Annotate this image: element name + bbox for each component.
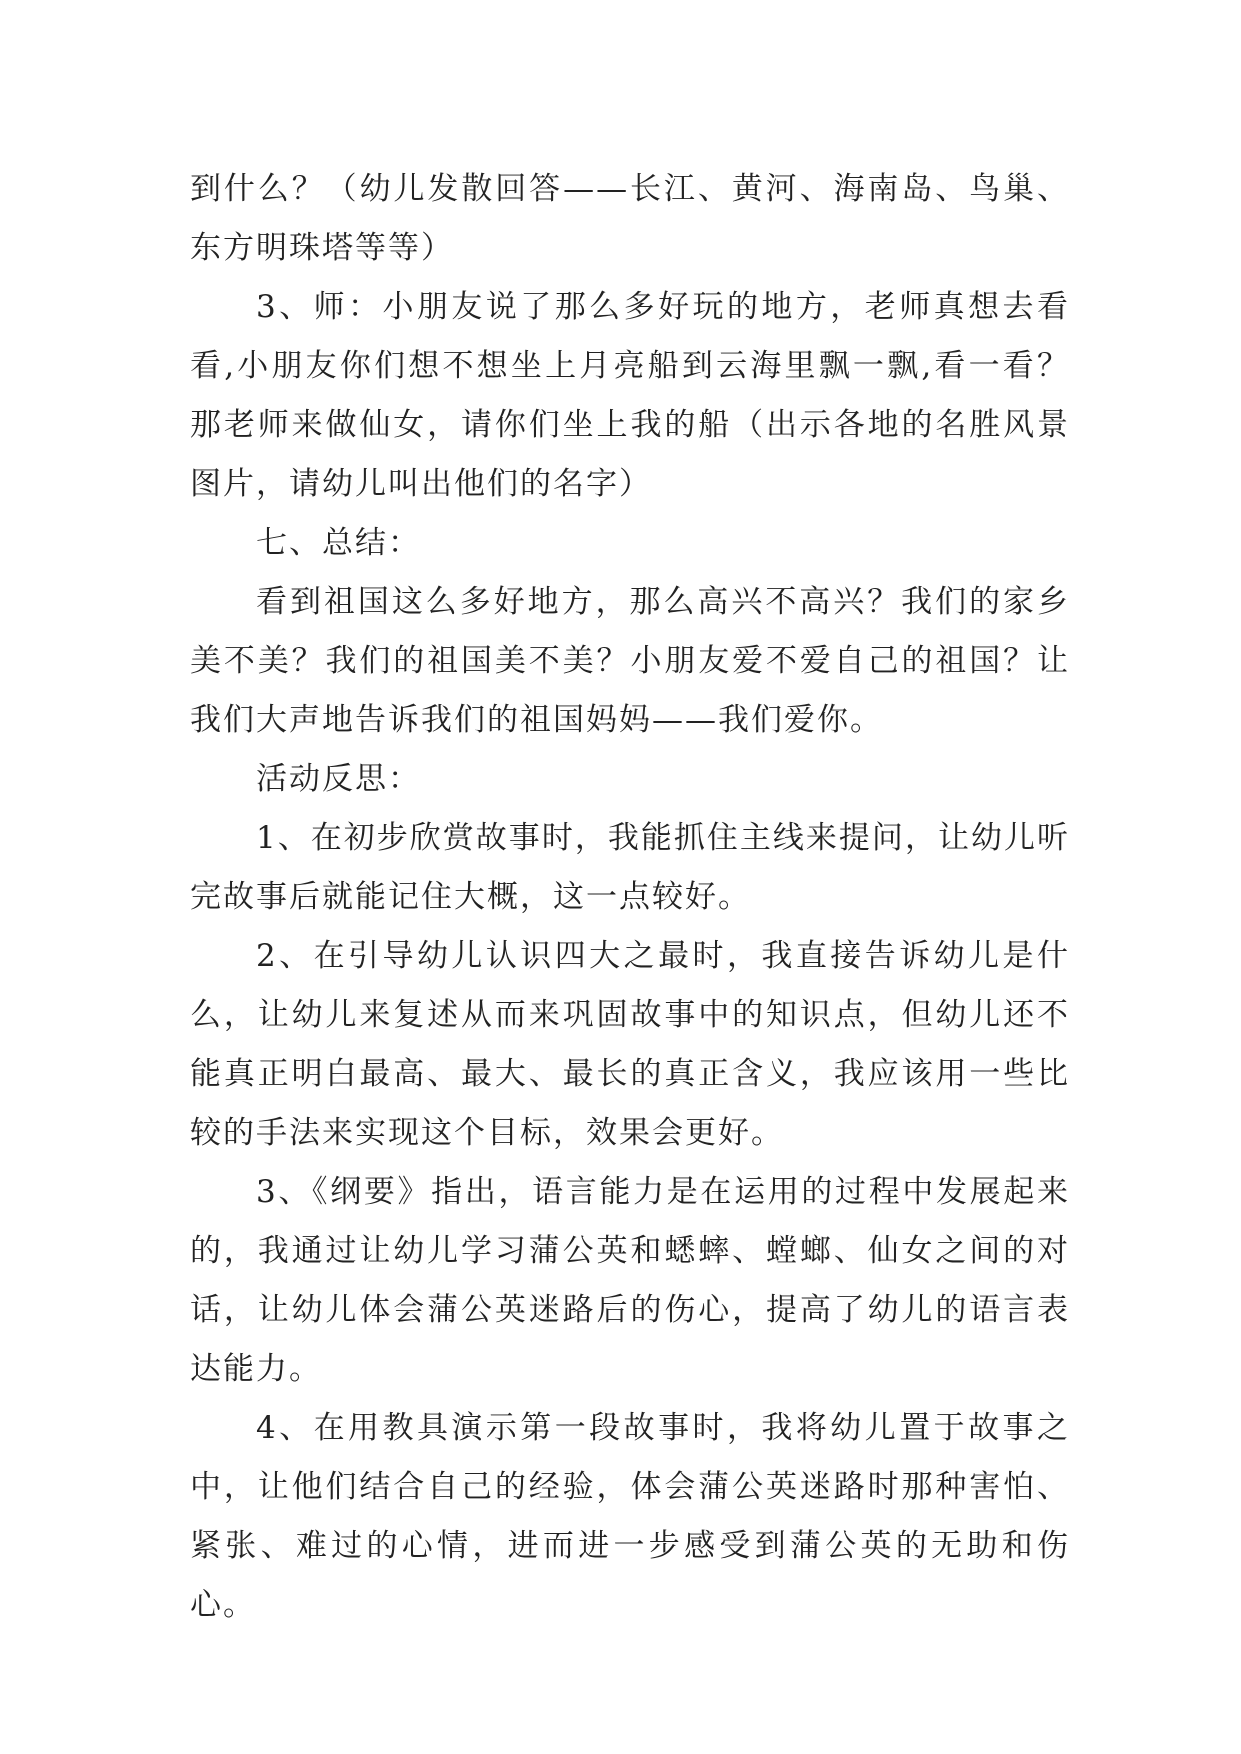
document-body — [190, 160, 1070, 1635]
section-heading-reflection: 活动反思： — [256, 761, 421, 797]
paragraph-reflection-3: 3、《纲要》指出，语言能力是在运用的过程中发展起来的，我通过让幼儿学习蒲公英和蟋蟀、螳螂、仙女之间的对话，让幼儿体会蒲公英迷路后的伤心，提高了幼儿的语言表达能力。 — [190, 1174, 1070, 1387]
paragraph-reflection-4: 4、在用教具演示第一段故事时，我将幼儿置于故事之中，让他们结合自己的经验，体会蒲公英迷路时那种害怕、紧张、难过的心情，进而进一步感受到蒲公英的无助和伤心。 — [190, 1410, 1070, 1623]
section-heading-summary: 七、总结： — [256, 525, 421, 561]
paragraph-reflection-2: 2、在引导幼儿认识四大之最时，我直接告诉幼儿是什么，让幼儿来复述从而来巩固故事中的知识点，但幼儿还不能真正明白最高、最大、最长的真正含义，我应该用一些比较的手法来实现这个目标，效果会更好。 — [190, 938, 1070, 1151]
paragraph-continuation: 到什么？（幼儿发散回答——长江、黄河、海南岛、鸟巢、东方明珠塔等等） — [190, 171, 1070, 266]
paragraph-reflection-1: 1、在初步欣赏故事时，我能抓住主线来提问，让幼儿听完故事后就能记住大概，这一点较好。 — [190, 820, 1070, 915]
paragraph-teacher-step-3: 3、师：小朋友说了那么多好玩的地方，老师真想去看看,小朋友你们想不想坐上月亮船到云海里飘一飘,看一看？那老师来做仙女，请你们坐上我的船（出示各地的名胜风景图片，请幼儿叫出他们的名字） — [190, 289, 1070, 502]
paragraph-summary: 看到祖国这么多好地方，那么高兴不高兴？我们的家乡美不美？我们的祖国美不美？小朋友爱不爱自己的祖国？让我们大声地告诉我们的祖国妈妈——我们爱你。 — [190, 584, 1070, 738]
